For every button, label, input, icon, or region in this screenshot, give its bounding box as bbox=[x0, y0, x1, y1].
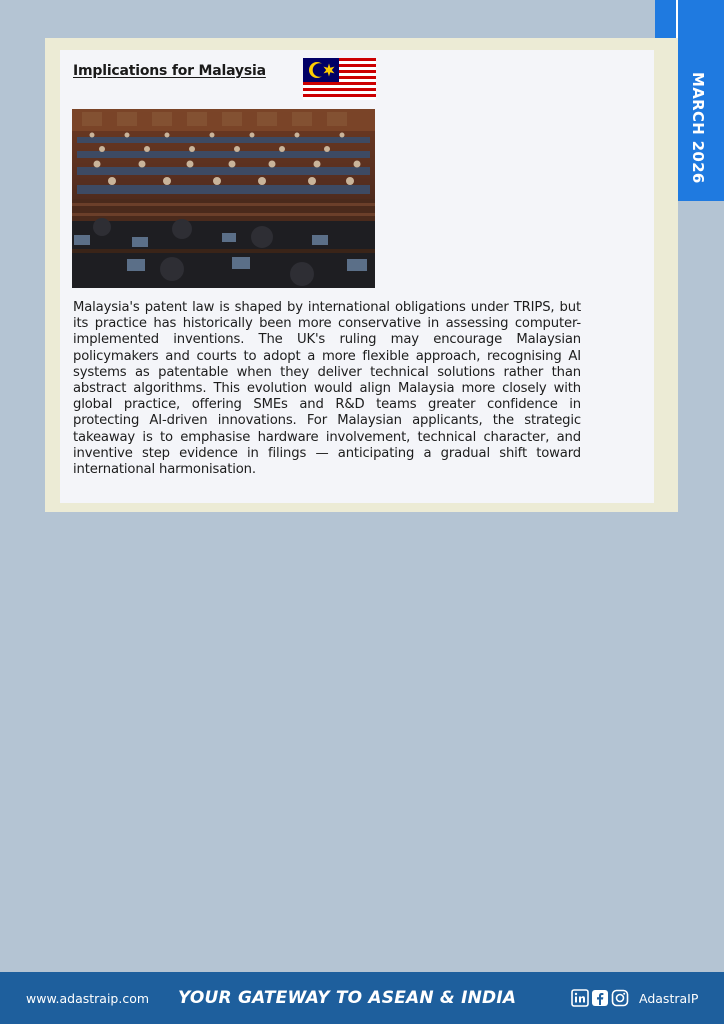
social-handle[interactable]: AdastraIP bbox=[639, 991, 699, 1006]
parliament-photo bbox=[72, 109, 375, 288]
malaysia-flag-image bbox=[303, 58, 376, 100]
instagram-icon[interactable] bbox=[611, 989, 629, 1007]
linkedin-icon[interactable] bbox=[571, 989, 589, 1007]
footer bbox=[0, 972, 724, 1024]
section-body: Malaysia's patent law is shaped by international obligations under TRIPS, but its practice has historically been more conservative in assessing computer-implemented inventions. The UK's ruling may encourage Malaysian policymakers and courts to adopt a more flexible approach, recognising AI systems as patentable when they deliver technical solutions rather than abstract algorithms. This evolution would align Malaysia more closely with global practice, offering SMEs and R&D teams greater confidence in protecting AI-driven innovations. For Malaysian applicants, the strategic takeaway is to emphasise hardware involvement, technical character, and inventive step evidence in filings — anticipating a gradual shift toward international harmonisation. bbox=[73, 300, 581, 478]
footer-tagline: YOUR GATEWAY TO ASEAN & INDIA bbox=[178, 988, 517, 1008]
website-link[interactable]: www.adastraip.com bbox=[26, 991, 150, 1006]
section-heading: Implications for Malaysia bbox=[73, 63, 266, 79]
issue-date: MARCH 2026 bbox=[689, 72, 707, 184]
social-icons bbox=[571, 989, 629, 1007]
facebook-icon[interactable] bbox=[591, 989, 609, 1007]
